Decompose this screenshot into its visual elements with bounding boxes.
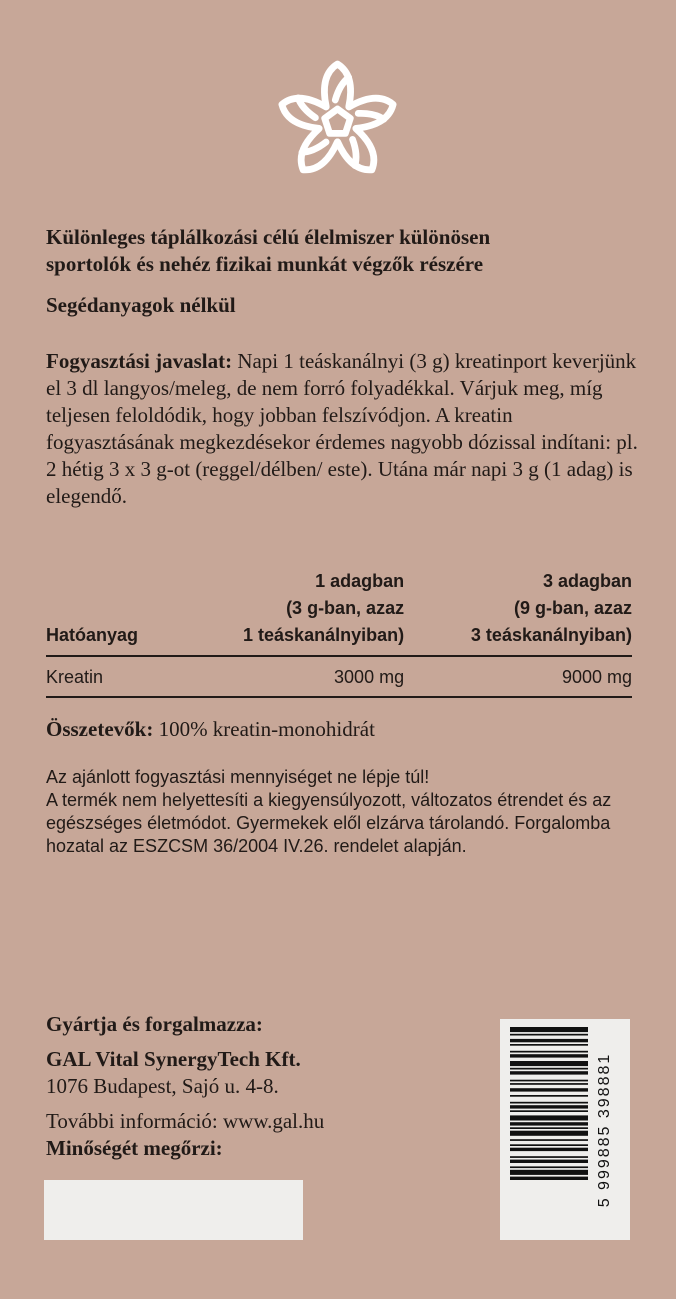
usage-text: Napi 1 teáskanálnyi (3 g) kreatinport keverjünk el 3 dl langyos/meleg, de nem forró folyadékkal. Várjuk meg, míg teljesen feloldódik, hogy jobban felszívódjon. A kreatin fogyasztásának megkezdésekor érdemes nagyobb dózissal indítani: pl. 2 hétig 3 x 3 g-ot (reggel/délben/ este). Utána már napi 3 g (1 adag) is elegendő.: [46, 349, 638, 508]
barcode-bar: [510, 1071, 588, 1074]
barcode-bar: [510, 1166, 588, 1168]
ingredient-value-1: 3000 mg: [334, 667, 405, 687]
nutrition-table: [46, 568, 632, 698]
nutrition-header-row: [46, 568, 632, 656]
barcode-bar: [510, 1160, 588, 1163]
barcode-bar: [510, 1139, 588, 1141]
barcode-bar: [510, 1144, 588, 1146]
barcode-bar: [510, 1061, 588, 1066]
col-1-serving-header: 1 adagban (3 g-ban, azaz 1 teáskanálnyiban): [243, 571, 405, 645]
barcode-bar: [510, 1156, 588, 1158]
warning-section: [46, 766, 646, 858]
product-subtitle: Segédanyagok nélkül: [46, 293, 236, 317]
warning-line1: Az ajánlott fogyasztási mennyiséget ne lépje túl!: [46, 767, 430, 787]
table-row: [46, 656, 632, 697]
product-title-line2: sportolók és nehéz fizikai munkát végzők részére: [46, 252, 484, 276]
manufacturer-company: GAL Vital SynergyTech Kft.: [46, 1047, 301, 1071]
more-info: További információ: www.gal.hu: [46, 1109, 325, 1133]
barcode-bar: [510, 1051, 588, 1053]
flower-logo-icon: [265, 55, 410, 190]
ingredients-label: Összetevők:: [46, 717, 154, 741]
usage-section: [46, 348, 646, 510]
barcode-bar: [510, 1054, 588, 1057]
product-title-line1: Különleges táplálkozási célú élelmiszer különösen: [46, 225, 491, 249]
warning-line2: A termék nem helyettesíti a kiegyensúlyozott, változatos étrendet és az egészséges életmódot. Gyermekek elől elzárva tárolandó. Forgalomba hozatal az ESZCSM 36/2004 IV.26. rendelet alapján.: [46, 790, 612, 856]
ingredient-value-3: 9000 mg: [561, 667, 632, 687]
barcode-bar: [510, 1088, 588, 1091]
manufacturer-heading: Gyártja és forgalmazza:: [46, 1012, 263, 1036]
barcode-bar: [510, 1080, 588, 1082]
barcode-bar: [510, 1027, 588, 1032]
barcode-bar: [510, 1115, 588, 1120]
ingredients-text: 100% kreatin-monohidrát: [153, 717, 375, 741]
barcode-bar: [510, 1122, 588, 1125]
ingredient-name: Kreatin: [46, 667, 104, 687]
barcode-bar: [510, 1148, 588, 1151]
barcode-bar: [510, 1044, 588, 1046]
barcode-bar: [510, 1034, 588, 1036]
barcode-bar: [510, 1177, 588, 1180]
barcode-bar: [510, 1131, 588, 1136]
barcode-bar: [510, 1068, 588, 1070]
manufacturer-address: 1076 Budapest, Sajó u. 4-8.: [46, 1074, 279, 1098]
barcode-bar: [510, 1083, 588, 1085]
best-before-label: Minőségét megőrzi:: [46, 1136, 223, 1160]
barcode-bar: [510, 1039, 588, 1042]
manufacturer-section: [46, 1011, 466, 1162]
col-ingredient-header: Hatóanyag: [46, 625, 139, 645]
ingredients-paragraph: [46, 716, 636, 743]
col-3-servings-header: 3 adagban (9 g-ban, azaz 3 teáskanálnyiban): [470, 571, 632, 645]
barcode-digits: 5 999885 398881: [596, 1052, 613, 1208]
barcode-bar: [510, 1102, 588, 1104]
barcode-bar: [510, 1127, 588, 1129]
usage-paragraph: [46, 348, 646, 510]
usage-label: Fogyasztási javaslat:: [46, 349, 233, 373]
ingredients-section: [46, 716, 636, 743]
barcode-bar: [510, 1095, 588, 1097]
barcode-bar: [510, 1110, 588, 1112]
barcode-bar: [510, 1170, 588, 1175]
barcode-bar: [510, 1105, 588, 1108]
best-before-field: [44, 1180, 303, 1240]
intro-section: [46, 224, 636, 319]
